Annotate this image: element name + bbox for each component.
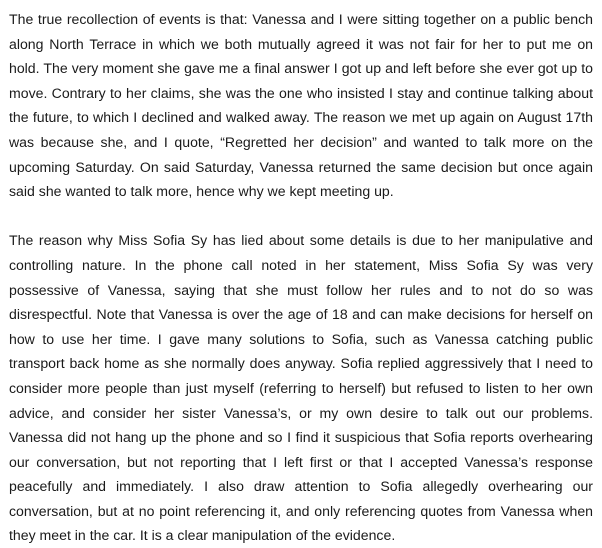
paragraph-recollection: The true recollection of events is that: Vanessa and I were sitting together on a public bench along North Terrace in which we both mutually agreed it was not fair for her to put me on hold. The very moment she gave me a final answer I got up and left before she ever got up to move. Contrary to her claims, she was the one who insisted I stay and continue talking about the future, to which I declined and walked away. The reason we met up again on August 17th was because she, and I quote, “Regretted her decision” and wanted to talk more on the upcoming Saturday. On said Saturday, Vanessa returned the same decision but once again said she wanted to talk more, hence why we kept meeting up. <box>9 11 593 200</box>
paragraph-sofia-claims: The reason why Miss Sofia Sy has lied about some details is due to her manipulative and controlling nature. In the phone call noted in her statement, Miss Sofia Sy was very possessive of Vanessa, saying that she must follow her rules and to not do so was disrespectful. Note that Vanessa is over the age of 18 and can make decisions for herself on how to use her time. I gave many solutions to Sofia, such as Vanessa catching public transport back home as she normally does anyway. Sofia replied aggressively that I need to consider more people than just myself (referring to herself) but refused to listen to her own advice, and consider her sister Vanessa’s, or my own desire to talk out our problems. Vanessa did not hang up the phone and so I find it suspicious that Sofia reports overhearing our conversation, but not reporting that I left first or that I accepted Vanessa’s response peacefully and immediately. I also draw attention to Sofia allegedly overhearing our conversation, but at no point referencing it, and only referencing quotes from Vanessa when they meet in the car. It is a clear manipulation of the evidence. <box>9 232 593 544</box>
document-body <box>9 7 593 548</box>
